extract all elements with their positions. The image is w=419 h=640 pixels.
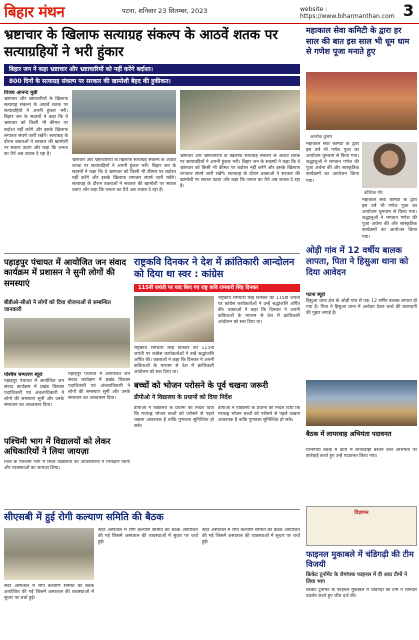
side-photo [306, 72, 417, 130]
story7-headline: बैठक में लापरवाह अभियंता पदावनत [306, 430, 392, 438]
lead-column-1 [4, 90, 68, 250]
side-headline: महाकाल सेवा कमिटी के द्वारा हर साल की बात इस साल भी धूम धाम से गणेश पूजा मनाते हुए [306, 26, 410, 56]
story3-column-2: राष्ट्रकवि रामधारी सिंह दिनकर की 115वीं जयंती पर कांग्रेस कार्यकर्ताओं ने उन्हें श्रद्धांजलि अर्पित की। वक्ताओं ने कहा कि दिनकर ने अपनी कविताओं के माध्यम से देश में क्रांतिकारी आंदोलन को स्वर दिया था। [134, 346, 214, 376]
newspaper-title: बिहार मंथन [4, 3, 65, 21]
issue-date: पटना, शनिवार 23 सितम्बर, 2023 [122, 7, 208, 15]
divider-2 [4, 509, 300, 510]
story5-subhead: डीपीओ ने विद्यालय के प्रधानों को दिया निर्देश [134, 394, 232, 401]
story2-subhead: बीडीओ-सीओ ने लोगों को दिया योजनाओं से सम्बन्धित जानकारी [4, 300, 111, 313]
masthead [0, 0, 419, 24]
lead-photo-2 [180, 90, 300, 150]
story5-column-2: डीपीओ ने विद्यालय के प्रधानों को निर्देश दिया कि मध्याह्न भोजन बच्चों को परोसने से पहले चखना आवश्यक है ताकि गुणवत्ता सुनिश्चित हो सके। [218, 406, 300, 424]
story2-column-2: पहाड़पुर पंचायत में आयोजित जन संवाद कार्यक्रम में प्रखंड विकास पदाधिकारी एवं अंचलाधिकारी ने लोगों की समस्याएं सुनीं और उनके समाधान का आश्वासन दिया। [68, 372, 130, 402]
story3-highlight: 115वीं जयंती पर याद किए गए राष्ट्र कवि रामधारी सिंह दिनकर [134, 284, 300, 292]
website-link[interactable]: website : https://www.biharmanthan.com [300, 6, 395, 20]
story4-column: पटना ब्यूरो हिसुआ थाना क्षेत्र के ओड़ी गांव से एक 12 वर्षीय बालक लापता हो गया है। पिता ने हिसुआ थाना में आवेदन देकर बच्चे की बरामदगी की गुहार लगाई है। [306, 292, 417, 317]
lead-photo [72, 90, 176, 154]
side-caption-2: कौशिक नीर [364, 191, 383, 196]
story8-column-3: सदर अस्पताल में रोगी कल्याण समिति की बैठक आयोजित की गई जिसमें अस्पताल की व्यवस्थाओं में सुधार पर चर्चा हुई। [4, 584, 94, 602]
story8-column-2: सदर अस्पताल में रोगी कल्याण समिति की बैठक आयोजित की गई जिसमें अस्पताल की व्यवस्थाओं में सुधार पर चर्चा हुई। [202, 528, 300, 546]
story2-photo [4, 318, 130, 368]
side-column-2: महाकाल सेवा कमिटी के द्वारा इस वर्ष भी गणेश पूजा का आयोजन धूमधाम से किया गया। श्रद्धालुओं ने भगवान गणेश की पूजा अर्चना की और सांस्कृतिक कार्यक्रमों का आयोजन किया गया। [362, 198, 417, 240]
side-column-1: महाकाल सेवा कमिटी के द्वारा इस वर्ष भी गणेश पूजा का आयोजन धूमधाम से किया गया। श्रद्धालुओं ने भगवान गणेश की पूजा अर्चना की और सांस्कृतिक कार्यक्रमों का आयोजन किया गया। [306, 142, 359, 184]
story4-headline: ओड़ी गांव में 12 वर्षीय बालक लापता, पिता ने हिसुआ थाना को दिया आवेदन [306, 246, 409, 278]
story8-headline: सीएसबी में हुई रोगी कल्याण समिति की बैठक [4, 512, 164, 523]
story3-photo [134, 296, 214, 342]
story9-subhead: फाइनल मुकाबले में चंडिगढ़ी की टीम विजयी [306, 549, 414, 570]
page-number: 3 [402, 1, 414, 20]
story2-column-1: पश्चिम चम्पारण ब्यूरो पहाड़पुर पंचायत में आयोजित जन संवाद कार्यक्रम में प्रखंड विकास पदाधिकारी एवं अंचलाधिकारी ने लोगों की समस्याएं सुनीं और उनके समाधान का आश्वासन दिया। [4, 372, 64, 409]
story6-headline: पश्चिमी भाग में विद्यालयों को लेकर अधिकारियों ने लिया जायज़ा [4, 436, 111, 457]
story9-column: क्रिकेट टूर्नामेंट के फाइनल मुकाबले में चंडिगढ़ी की टीम ने शानदार प्रदर्शन करते हुए जीत दर्ज की। [306, 588, 417, 600]
lead-byline: विजय आनन्द मुन्नी [4, 90, 38, 96]
story8-photo [4, 528, 94, 580]
story6-column: जिले के पश्चिमी भाग में स्थित विद्यालयों का अधिकारियों ने निरीक्षण किया और व्यवस्थाओं का जायज़ा लिया। [4, 460, 130, 472]
side-portrait [362, 142, 417, 188]
story3-headline: राष्ट्रकवि दिनकर ने देश में क्रांतिकारी आन्दोलन को दिया था स्वर : कांग्रेस [134, 257, 295, 280]
story7-photo [306, 380, 417, 426]
story9-kicker: क्रिकेट टूर्नामेंट के रोमांचक फाइनल में दी आठ टीमों ने लिया भाग [306, 572, 407, 585]
lead-headline: भ्रष्टाचार के खिलाफ सत्याग्रह संकल्प के आठवें शतक पर सत्याग्रहियों ने भरी हुंकार [4, 28, 278, 60]
lead-highlight-1: बिहार जन ने कहा भ्रष्टाचार और भ्रष्टाचारियों को नहीं करेंगे बर्दाश्त। [4, 64, 300, 74]
lead-column-3: भ्रष्टाचार और भ्रष्टाचारियों के खिलाफ सत्याग्रह संकल्प के आठवें शतक पर सत्याग्रहियों ने अपनी हुंकार भरी। बिहार जन के सदस्यों ने कहा कि वे भ्रष्टाचार को किसी भी कीमत पर बर्दाश्त नहीं करेंगे और इसके खिलाफ लगातार संघर्ष जारी रखेंगे। सत्याग्रह के दौरान वक्ताओं ने सरकार की खामोशी पर सवाल उठाए और कहा कि जनता का धैर्य अब जवाब दे रहा है। [180, 154, 300, 190]
side-caption-1: आलोक कुमार [310, 135, 333, 140]
lead-column-2: भ्रष्टाचार और भ्रष्टाचारियों के खिलाफ सत्याग्रह संकल्प के आठवें शतक पर सत्याग्रहियों ने अपनी हुंकार भरी। बिहार जन के सदस्यों ने कहा कि वे भ्रष्टाचार को किसी भी कीमत पर बर्दाश्त नहीं करेंगे और इसके खिलाफ लगातार संघर्ष जारी रखेंगे। सत्याग्रह के दौरान वक्ताओं ने सरकार की खामोशी पर सवाल उठाए और कहा कि जनता का धैर्य अब जवाब दे रहा है। [72, 158, 176, 194]
story3-column-1: राष्ट्रकवि रामधारी सिंह दिनकर की 115वीं जयंती पर कांग्रेस कार्यकर्ताओं ने उन्हें श्रद्धांजलि अर्पित की। वक्ताओं ने कहा कि दिनकर ने अपनी कविताओं के माध्यम से देश में क्रांतिकारी आंदोलन को स्वर दिया था। [218, 296, 300, 326]
advertisement[interactable]: विज्ञापन [306, 506, 417, 546]
story7-column: विभागीय बैठक में कार्य में लापरवाही बरतने वाले अभियंता पर कार्रवाई करते हुए उन्हें पदावनत किया गया। [306, 448, 417, 460]
story8-column-1: सदर अस्पताल में रोगी कल्याण समिति की बैठक आयोजित की गई जिसमें अस्पताल की व्यवस्थाओं में सुधार पर चर्चा हुई। [98, 528, 198, 546]
lead-highlight-2: 800 दिनों के सत्याग्रह संकल्प पर सरकार की खामोशी बेहद की हुकीकत। [4, 76, 300, 86]
story5-column-1: डीपीओ ने विद्यालय के प्रधानों को निर्देश दिया कि मध्याह्न भोजन बच्चों को परोसने से पहले चखना आवश्यक है ताकि गुणवत्ता सुनिश्चित हो सके। [134, 406, 214, 430]
story2-headline: पहाड़पुर पंचायत में आयोजित जन संवाद कार्यक्रम में प्रशासन ने सुनी लोगों की समस्याएं [4, 257, 127, 288]
story5-headline: बच्चों को भोजन परोसने के पूर्व चखना जरूरी [134, 380, 269, 390]
lead-body: भ्रष्टाचार और भ्रष्टाचारियों के खिलाफ सत्याग्रह संकल्प के आठवें शतक पर सत्याग्रहियों ने अपनी हुंकार भरी। बिहार जन के सदस्यों ने कहा कि वे भ्रष्टाचार को किसी भी कीमत पर बर्दाश्त नहीं करेंगे और इसके खिलाफ लगातार संघर्ष जारी रखेंगे। सत्याग्रह के दौरान वक्ताओं ने सरकार की खामोशी पर सवाल उठाए और कहा कि जनता का धैर्य अब जवाब दे रहा है। [4, 97, 68, 157]
divider [4, 253, 300, 254]
